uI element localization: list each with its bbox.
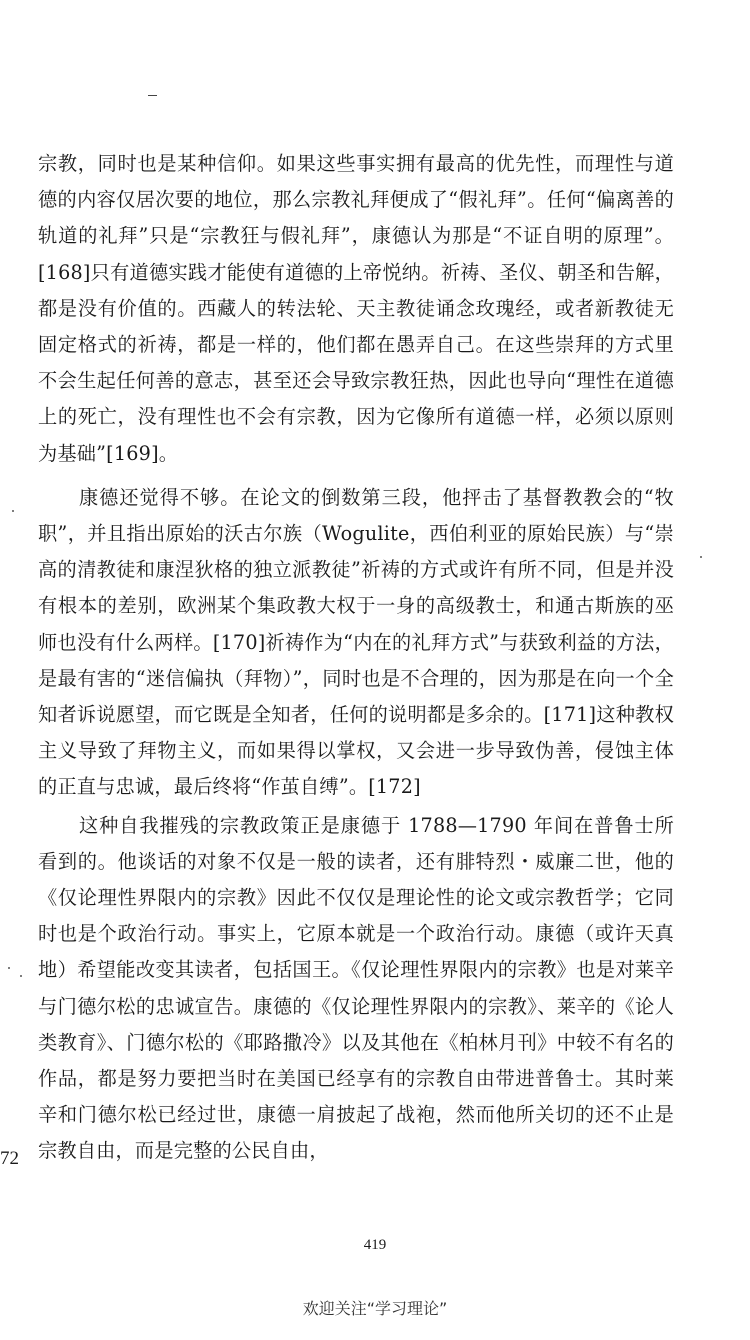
paragraph-1: 宗教，同时也是某种信仰。如果这些事实拥有最高的优先性，而理性与道德的内容仅居次要的地位，那么宗教礼拜便成了“假礼拜”。任何“偏离善的轨道的礼拜”只是“宗教狂与假礼拜”，康德认为那是“不证自明的原理”。[168]只有道德实践才能使有道德的上帝悦纳。祈祷、圣仪、朝圣和告解，都是没有价值的。西藏人的转法轮、天主教徒诵念玫瑰经，或者新教徒无固定格式的祈祷，都是一样的，他们都在愚弄自己。在这些崇拜的方式里不会生起任何善的意志，甚至还会导致宗教狂热，因此也导向“理性在道德上的死亡，没有理性也不会有宗教，因为它像所有道德一样，必须以原则为基础”[169]。 xyxy=(38,152,674,465)
margin-page-reference: 72 xyxy=(0,1148,19,1169)
page-number: 419 xyxy=(363,1237,387,1253)
scan-speck xyxy=(700,556,702,558)
scan-mark xyxy=(148,95,157,96)
footer-text: 欢迎关注“学习理论” xyxy=(302,1299,448,1318)
paragraph-3: 这种自我摧残的宗教政策正是康德于 1788—1790 年间在普鲁士所看到的。他谈话的对象不仅是一般的读者，还有腓特烈・威廉二世，他的《仅论理性界限内的宗教》因此不仅仅是理论性的论文或宗教哲学；它同时也是个政治行动。事实上，它原本就是一个政治行动。康德（或许天真地）希望能改变其读者，包括国王。《仅论理性界限内的宗教》也是对莱辛与门德尔松的忠诚宣告。康德的《仅论理性界限内的宗教》、莱辛的《论人类教育》、门德尔松的《耶路撒冷》以及其他在《柏林月刊》中较不有名的作品，都是努力要把当时在美国已经享有的宗教自由带进普鲁士。其时莱辛和门德尔松已经过世，康德一肩披起了战袍，然而他所关切的还不止是宗教自由，而是完整的公民自由， xyxy=(38,813,674,1163)
scan-speck xyxy=(8,967,10,969)
paragraph-2: 康德还觉得不够。在论文的倒数第三段，他抨击了基督教教会的“牧职”，并且指出原始的沃古尔族（Wogulite，西伯利亚的原始民族）与“崇高的清教徒和康涅狄格的独立派教徒”祈祷的方式或许有所不同，但是并没有根本的差别，欧洲某个集政教大权于一身的高级教士，和通古斯族的巫师也没有什么两样。[170]祈祷作为“内在的礼拜方式”与获致利益的方法，是最有害的“迷信偏执（拜物）”，同时也是不合理的，因为那是在向一个全知者诉说愿望，而它既是全知者，任何的说明都是多余的。[171]这种教权主义导致了拜物主义，而如果得以掌权，又会进一步导致伪善，侵蚀主体的正直与忠诚，最后终将“作茧自缚”。[172] xyxy=(38,485,674,799)
body-text xyxy=(38,146,674,1170)
scan-speck xyxy=(12,510,14,512)
scan-speck xyxy=(20,975,22,977)
